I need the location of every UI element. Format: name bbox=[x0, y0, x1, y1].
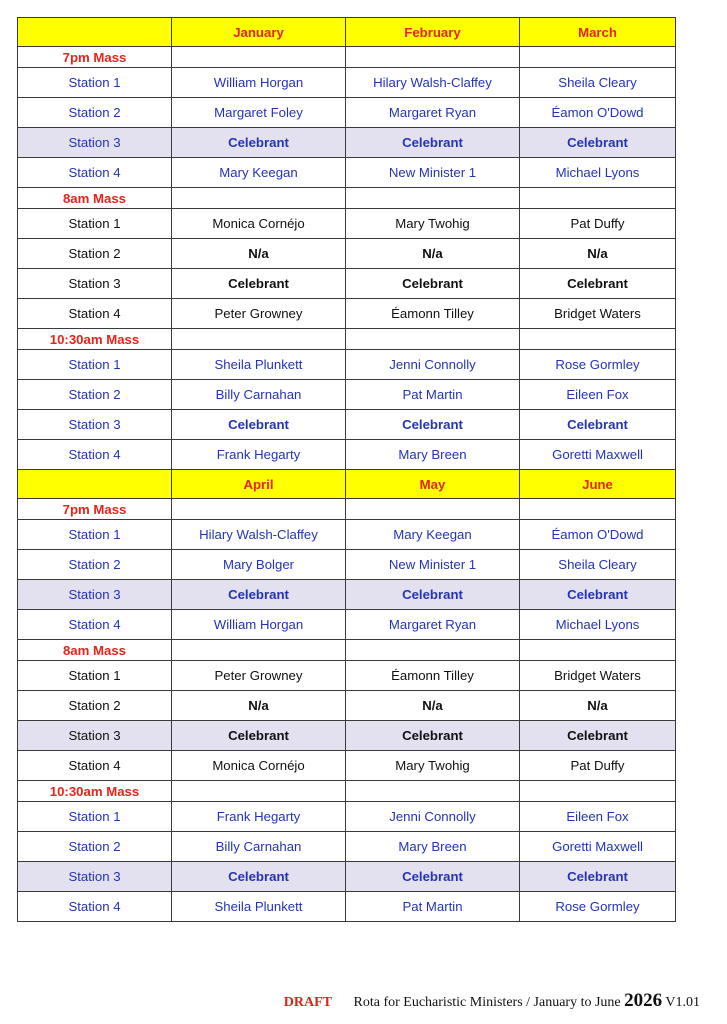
station-row bbox=[18, 209, 676, 239]
minister-cell: Celebrant bbox=[520, 862, 676, 892]
station-label: Station 4 bbox=[18, 751, 172, 781]
empty-cell bbox=[346, 329, 520, 350]
station-row bbox=[18, 350, 676, 380]
minister-cell: Michael Lyons bbox=[520, 610, 676, 640]
minister-cell: Peter Growney bbox=[172, 299, 346, 329]
station-row bbox=[18, 98, 676, 128]
minister-cell: Hilary Walsh-Claffey bbox=[346, 68, 520, 98]
minister-cell: Celebrant bbox=[172, 862, 346, 892]
minister-cell: Mary Keegan bbox=[346, 520, 520, 550]
empty-cell bbox=[172, 499, 346, 520]
minister-cell: Margaret Foley bbox=[172, 98, 346, 128]
mass-row bbox=[18, 329, 676, 350]
station-label: Station 3 bbox=[18, 862, 172, 892]
station-row bbox=[18, 802, 676, 832]
mass-label: 7pm Mass bbox=[18, 47, 172, 68]
station-row bbox=[18, 440, 676, 470]
station-row bbox=[18, 520, 676, 550]
station-row bbox=[18, 269, 676, 299]
month-header: February bbox=[346, 18, 520, 47]
station-label: Station 2 bbox=[18, 550, 172, 580]
minister-cell: Margaret Ryan bbox=[346, 98, 520, 128]
station-row bbox=[18, 661, 676, 691]
station-label: Station 1 bbox=[18, 350, 172, 380]
month-header-row bbox=[18, 18, 676, 47]
minister-cell: Mary Keegan bbox=[172, 158, 346, 188]
minister-cell: Billy Carnahan bbox=[172, 832, 346, 862]
station-label: Station 4 bbox=[18, 440, 172, 470]
station-row bbox=[18, 550, 676, 580]
minister-cell: Celebrant bbox=[346, 410, 520, 440]
empty-cell bbox=[520, 329, 676, 350]
minister-cell: Rose Gormley bbox=[520, 892, 676, 922]
minister-cell: Jenni Connolly bbox=[346, 802, 520, 832]
minister-cell: Eileen Fox bbox=[520, 380, 676, 410]
rota-table bbox=[17, 17, 676, 922]
minister-cell: Éamonn Tilley bbox=[346, 661, 520, 691]
rota-body bbox=[18, 18, 676, 922]
minister-cell: Eileen Fox bbox=[520, 802, 676, 832]
minister-cell: Mary Twohig bbox=[346, 751, 520, 781]
footer-year: 2026 bbox=[624, 990, 663, 1011]
minister-cell: Celebrant bbox=[346, 862, 520, 892]
empty-cell bbox=[520, 499, 676, 520]
minister-cell: Bridget Waters bbox=[520, 299, 676, 329]
empty-cell bbox=[346, 781, 520, 802]
station-label: Station 4 bbox=[18, 299, 172, 329]
minister-cell: Celebrant bbox=[520, 410, 676, 440]
minister-cell: Pat Duffy bbox=[520, 751, 676, 781]
month-header: January bbox=[172, 18, 346, 47]
footer bbox=[0, 990, 700, 1012]
station-label: Station 3 bbox=[18, 269, 172, 299]
minister-cell: Sheila Cleary bbox=[520, 550, 676, 580]
month-header: April bbox=[172, 470, 346, 499]
minister-cell: Billy Carnahan bbox=[172, 380, 346, 410]
header-corner bbox=[18, 18, 172, 47]
minister-cell: Celebrant bbox=[346, 580, 520, 610]
minister-cell: Éamonn Tilley bbox=[346, 299, 520, 329]
minister-cell: Frank Hegarty bbox=[172, 802, 346, 832]
minister-cell: Celebrant bbox=[520, 269, 676, 299]
station-row bbox=[18, 299, 676, 329]
minister-cell: N/a bbox=[172, 691, 346, 721]
station-label: Station 2 bbox=[18, 832, 172, 862]
station-label: Station 4 bbox=[18, 610, 172, 640]
month-header: June bbox=[520, 470, 676, 499]
minister-cell: Margaret Ryan bbox=[346, 610, 520, 640]
station-row bbox=[18, 580, 676, 610]
minister-cell: N/a bbox=[520, 239, 676, 269]
minister-cell: Celebrant bbox=[346, 721, 520, 751]
minister-cell: N/a bbox=[346, 691, 520, 721]
station-row bbox=[18, 892, 676, 922]
station-label: Station 2 bbox=[18, 380, 172, 410]
station-label: Station 2 bbox=[18, 691, 172, 721]
minister-cell: Peter Growney bbox=[172, 661, 346, 691]
minister-cell: Bridget Waters bbox=[520, 661, 676, 691]
minister-cell: Sheila Plunkett bbox=[172, 892, 346, 922]
minister-cell: Mary Breen bbox=[346, 832, 520, 862]
station-label: Station 3 bbox=[18, 410, 172, 440]
station-label: Station 2 bbox=[18, 239, 172, 269]
station-row bbox=[18, 380, 676, 410]
mass-label: 7pm Mass bbox=[18, 499, 172, 520]
station-row bbox=[18, 691, 676, 721]
station-row bbox=[18, 68, 676, 98]
empty-cell bbox=[172, 188, 346, 209]
station-row bbox=[18, 128, 676, 158]
footer-title: Rota for Eucharistic Ministers / January to June bbox=[353, 995, 621, 1010]
station-label: Station 3 bbox=[18, 721, 172, 751]
minister-cell: Mary Bolger bbox=[172, 550, 346, 580]
mass-label: 8am Mass bbox=[18, 640, 172, 661]
minister-cell: Monica Cornéjo bbox=[172, 751, 346, 781]
station-label: Station 1 bbox=[18, 209, 172, 239]
minister-cell: Mary Breen bbox=[346, 440, 520, 470]
station-row bbox=[18, 610, 676, 640]
station-row bbox=[18, 721, 676, 751]
empty-cell bbox=[520, 640, 676, 661]
mass-label: 10:30am Mass bbox=[18, 329, 172, 350]
station-label: Station 3 bbox=[18, 580, 172, 610]
minister-cell: Celebrant bbox=[172, 128, 346, 158]
empty-cell bbox=[172, 47, 346, 68]
minister-cell: Celebrant bbox=[346, 269, 520, 299]
empty-cell bbox=[346, 188, 520, 209]
empty-cell bbox=[520, 47, 676, 68]
minister-cell: N/a bbox=[346, 239, 520, 269]
minister-cell: New Minister 1 bbox=[346, 550, 520, 580]
minister-cell: Celebrant bbox=[520, 721, 676, 751]
minister-cell: Goretti Maxwell bbox=[520, 440, 676, 470]
station-label: Station 2 bbox=[18, 98, 172, 128]
mass-row bbox=[18, 640, 676, 661]
station-row bbox=[18, 158, 676, 188]
station-label: Station 4 bbox=[18, 158, 172, 188]
empty-cell bbox=[172, 640, 346, 661]
station-label: Station 1 bbox=[18, 520, 172, 550]
station-label: Station 4 bbox=[18, 892, 172, 922]
minister-cell: N/a bbox=[520, 691, 676, 721]
station-label: Station 1 bbox=[18, 802, 172, 832]
minister-cell: Goretti Maxwell bbox=[520, 832, 676, 862]
minister-cell: Mary Twohig bbox=[346, 209, 520, 239]
footer-version: V1.01 bbox=[665, 995, 700, 1010]
minister-cell: Hilary Walsh-Claffey bbox=[172, 520, 346, 550]
station-row bbox=[18, 751, 676, 781]
mass-label: 8am Mass bbox=[18, 188, 172, 209]
minister-cell: Sheila Plunkett bbox=[172, 350, 346, 380]
empty-cell bbox=[346, 47, 520, 68]
mass-row bbox=[18, 499, 676, 520]
empty-cell bbox=[346, 499, 520, 520]
minister-cell: Rose Gormley bbox=[520, 350, 676, 380]
station-label: Station 1 bbox=[18, 661, 172, 691]
minister-cell: William Horgan bbox=[172, 610, 346, 640]
station-row bbox=[18, 410, 676, 440]
minister-cell: Michael Lyons bbox=[520, 158, 676, 188]
header-corner bbox=[18, 470, 172, 499]
mass-row bbox=[18, 188, 676, 209]
minister-cell: Éamon O'Dowd bbox=[520, 98, 676, 128]
station-row bbox=[18, 862, 676, 892]
minister-cell: Sheila Cleary bbox=[520, 68, 676, 98]
minister-cell: Jenni Connolly bbox=[346, 350, 520, 380]
month-header: March bbox=[520, 18, 676, 47]
month-header: May bbox=[346, 470, 520, 499]
empty-cell bbox=[520, 188, 676, 209]
minister-cell: William Horgan bbox=[172, 68, 346, 98]
empty-cell bbox=[520, 781, 676, 802]
empty-cell bbox=[172, 781, 346, 802]
mass-row bbox=[18, 47, 676, 68]
minister-cell: Pat Duffy bbox=[520, 209, 676, 239]
minister-cell: Celebrant bbox=[520, 128, 676, 158]
minister-cell: Celebrant bbox=[172, 269, 346, 299]
minister-cell: Monica Cornéjo bbox=[172, 209, 346, 239]
empty-cell bbox=[172, 329, 346, 350]
draft-label: DRAFT bbox=[283, 995, 333, 1010]
minister-cell: Celebrant bbox=[172, 721, 346, 751]
station-row bbox=[18, 832, 676, 862]
month-header-row bbox=[18, 470, 676, 499]
mass-row bbox=[18, 781, 676, 802]
minister-cell: Pat Martin bbox=[346, 380, 520, 410]
station-label: Station 1 bbox=[18, 68, 172, 98]
station-row bbox=[18, 239, 676, 269]
minister-cell: New Minister 1 bbox=[346, 158, 520, 188]
station-label: Station 3 bbox=[18, 128, 172, 158]
minister-cell: Pat Martin bbox=[346, 892, 520, 922]
minister-cell: Celebrant bbox=[346, 128, 520, 158]
minister-cell: Éamon O'Dowd bbox=[520, 520, 676, 550]
minister-cell: Celebrant bbox=[520, 580, 676, 610]
minister-cell: Celebrant bbox=[172, 580, 346, 610]
mass-label: 10:30am Mass bbox=[18, 781, 172, 802]
empty-cell bbox=[346, 640, 520, 661]
minister-cell: Frank Hegarty bbox=[172, 440, 346, 470]
minister-cell: Celebrant bbox=[172, 410, 346, 440]
minister-cell: N/a bbox=[172, 239, 346, 269]
